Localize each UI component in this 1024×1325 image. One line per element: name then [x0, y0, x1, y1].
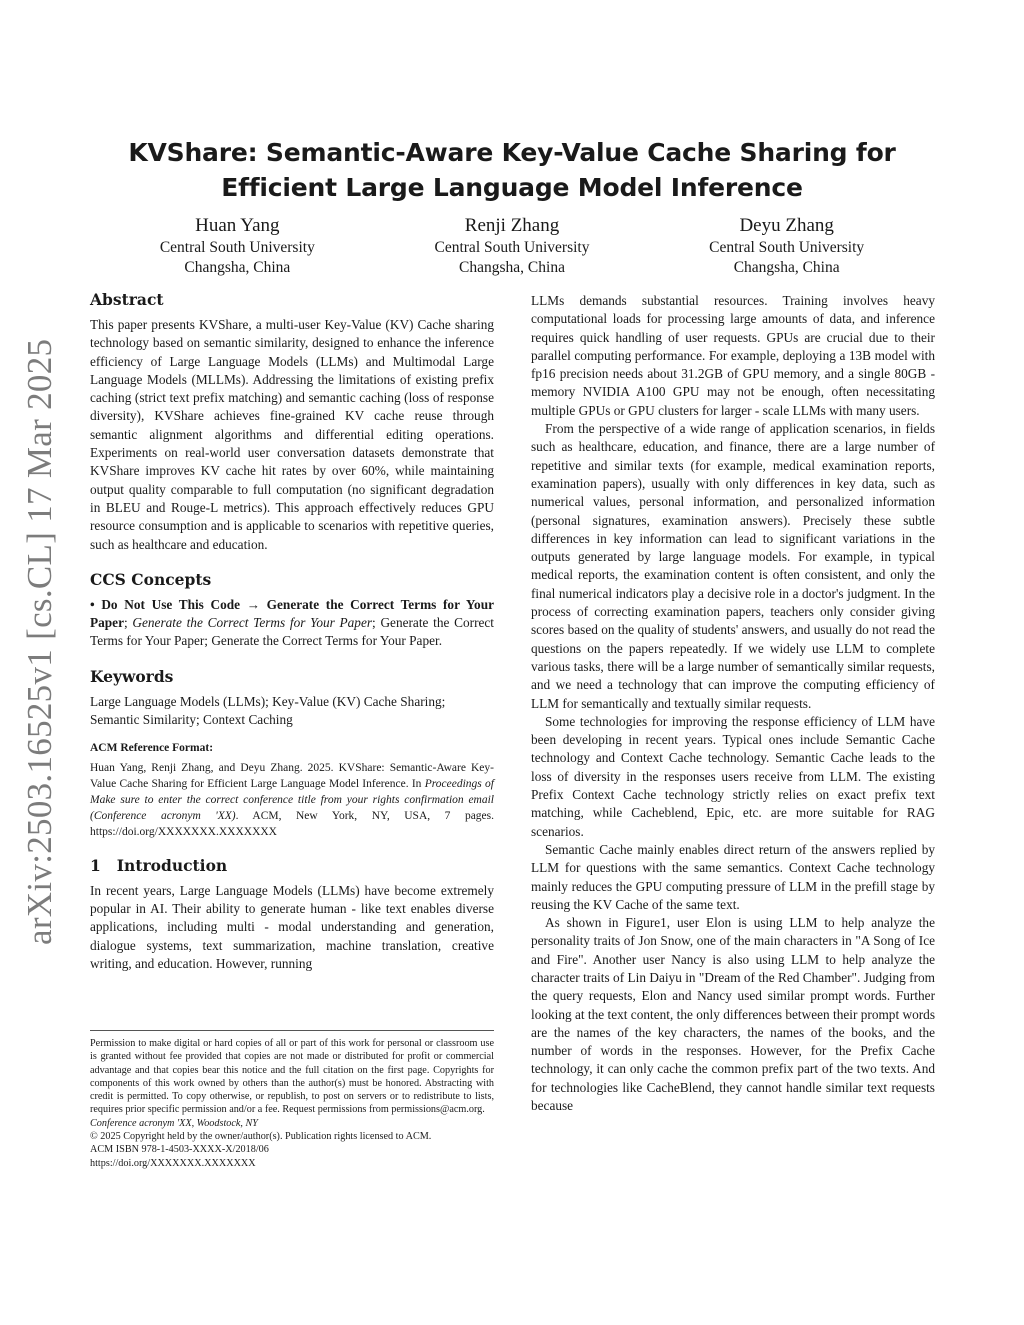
introduction-section — [90, 856, 494, 973]
introduction-paragraph: In recent years, Large Language Models (LLMs) have become extremely popular in AI. Their ability to generate human - like text enables diverse applications, including multi - modal understanding and generation, dialogue systems, text summarization, machine translation, creative writing, and education. However, running — [90, 882, 494, 971]
body-paragraph: Some technologies for improving the response efficiency of LLM have been developing in recent years. Typical ones include Semantic Cache technology and Context Cache technology. Semantic Cache leads to the loss of diversity in the responses users receive from LLM. The existing Prefix Context Cache technology strictly relies on exact prefix text matching, while Cacheblend, Epic, etc. are more suitable for RAG scenarios. — [531, 713, 935, 839]
author-location: Changsha, China — [459, 259, 565, 276]
body-paragraph: Semantic Cache mainly enables direct return of the answers replied by LLM for questions with the same semantics. Context Cache technology mainly reduces the GPU computing pressure of LLM in the prefill stage by reusing the KV Cache of the same text. — [531, 841, 935, 912]
acm-reference-part2: . ACM, New York, NY, USA, 7 pages. https://doi.org/XXXXXXX.XXXXXXX — [90, 809, 494, 838]
ccs-italic-term: Generate the Correct Terms for Your Paper — [132, 615, 373, 631]
author-affiliation: Central South University — [434, 239, 590, 256]
copyright-line: © 2025 Copyright held by the owner/author(s). Publication rights licensed to ACM. — [90, 1131, 432, 1143]
acm-reference-heading: ACM Reference Format: — [90, 742, 214, 755]
introduction-heading — [90, 856, 494, 876]
author-3 — [649, 214, 924, 278]
section-number: 1 — [90, 855, 101, 875]
paper-title: KVShare: Semantic-Aware Key-Value Cache Sharing for Efficient Large Language Model Inference — [128, 138, 896, 202]
author-1 — [100, 214, 375, 278]
acm-reference-text — [90, 760, 494, 840]
body-paragraph: LLMs demands substantial resources. Training involves heavy computational loads for processing large amounts of data, and inference requires quick handling of user requests. GPUs are crucial due to their parallel computing performance. For example, deploying a 13B model with fp16 precision needs about 31.2GB of GPU memory, and a single 80GB - memory NVIDIA A100 GPU may not be enough, often necessitating multiple GPUs or GPU clusters for larger - scale LLMs with many users. — [531, 293, 935, 418]
acm-reference — [90, 739, 494, 839]
body-paragraph: As shown in Figure1, user Elon is using LLM to help analyze the personality traits of Jon Snow, one of the main characters in "A Song of Ice and Fire". Another user Nancy is also using LLM to help analyze the character traits of Lin Daiyu in "Dream of the Red Chamber". Judging from the query requests, Elon and Nancy used similar prompt words. Further looking at the text content, the only differences between their prompt words are the names of the key characters, the names of the books, and the number of words in the responses. However, for the Prefix Cache technology, it can only cache the common prefix part of the two texts. And for technologies like CacheBlend, they cannot handle similar text requests because — [531, 915, 935, 1114]
author-block — [100, 214, 924, 278]
author-affiliation: Central South University — [709, 239, 865, 256]
ccs-heading: CCS Concepts — [90, 569, 212, 589]
keywords-section — [90, 667, 494, 730]
copyright-footnote — [90, 1030, 494, 1170]
body-paragraph: From the perspective of a wide range of application scenarios, in fields such as healthcare, education, and finance, there are a large number of repetitive and similar texts (for example, medical examination reports, examination papers), usually with only differences in key data, such as numerical values, personal information, and personalized information (personal signatures, examination answers). Precisely these subtle differences in key information can lead to significant variations in the outputs generated by large language models. For example, in typical medical reports, the examination content is often consistent, and only the final numerical indicators play a decisive role in a doctor's judgment. In the process of correcting examination papers, teachers only consider giving scores based on the quality of students' answers, and usually do not read the questions on the papers repeatedly. If we widely use LLM to complete various tasks, there will be a large number of semantically similar requests, and we need a technology that can improve the computing efficiency of LLM for semantically and textually similar requests. — [531, 421, 935, 711]
keywords-heading: Keywords — [90, 666, 174, 686]
ccs-section — [90, 570, 494, 651]
section-title: Introduction — [116, 855, 228, 875]
ccs-separator: ; — [123, 615, 133, 631]
keywords-text: Large Language Models (LLMs); Key-Value (KV) Cache Sharing; Semantic Similarity; Context Caching — [90, 693, 446, 728]
ccs-bold-term: • Do Not Use This Code → Generate the Correct Terms for Your Paper — [90, 596, 494, 631]
doi-line: https://doi.org/XXXXXXX.XXXXXXX — [90, 1157, 256, 1169]
ccs-rest: ; Generate the Correct Terms for Your Paper; Generate the Correct Terms for Your Paper. — [90, 615, 494, 649]
acm-reference-part1: Huan Yang, Renji Zhang, and Deyu Zhang. 2025. KVShare: Semantic-Aware Key-Value Cache Sharing for Efficient Large Language Model Inference. In — [90, 761, 494, 790]
author-name: Deyu Zhang — [739, 215, 834, 236]
author-name: Huan Yang — [195, 215, 280, 236]
author-location: Changsha, China — [184, 259, 291, 276]
right-column — [531, 292, 935, 1115]
author-affiliation: Central South University — [159, 239, 315, 256]
ccs-text — [90, 596, 494, 651]
author-location: Changsha, China — [733, 259, 840, 276]
acm-reference-venue: Proceedings of Make sure to enter the correct conference title from your rights confirmation email (Conference acronym 'XX) — [90, 777, 494, 822]
isbn-line: ACM ISBN 978-1-4503-XXXX-X/2018/06 — [90, 1144, 269, 1156]
author-2 — [375, 214, 650, 278]
abstract-text: This paper presents KVShare, a multi-user Key-Value (KV) Cache sharing technology based on semantic similarity, designed to enhance the inference efficiency of Large Language Models (LLMs) and Multimodal Large Language Models (MLLMs). Addressing the limitations of existing prefix caching (strict text prefix matching) and semantic caching (loss of response diversity), KVShare achieves fine-grained KV cache reuse through semantic alignment algorithms and differential editing operations. Experiments on real-world user conversation datasets demonstrate that KVShare improves KV cache hit rates by over 60%, while maintaining output quality comparable to full computation (no significant degradation in BLEU and Rouge-L metrics). This approach effectively reduces GPU resource consumption and is applicable to scenarios with repetitive queries, such as healthcare and education. — [90, 317, 494, 552]
permission-notice: Permission to make digital or hard copies of all or part of this work for personal or classroom use is granted without fee provided that copies are not made or distributed for profit or commercial advantage and that copies bear this notice and the full citation on the first page. Copyrights for components of this work owned by others than the author(s) must be honored. Abstracting with credit is permitted. To copy otherwise, or republish, to post on servers or to redistribute to lists, requires prior specific permission and/or a fee. Request permissions from permissions@acm.org. — [90, 1038, 494, 1116]
conference-line: Conference acronym 'XX, Woodstock, NY — [90, 1117, 258, 1129]
abstract-heading: Abstract — [90, 290, 164, 309]
arxiv-identifier: arXiv:2503.16525v1 [cs.CL] 17 Mar 2025 — [20, 338, 59, 945]
left-column — [90, 290, 494, 989]
author-name: Renji Zhang — [464, 215, 560, 236]
abstract-section — [90, 290, 494, 554]
